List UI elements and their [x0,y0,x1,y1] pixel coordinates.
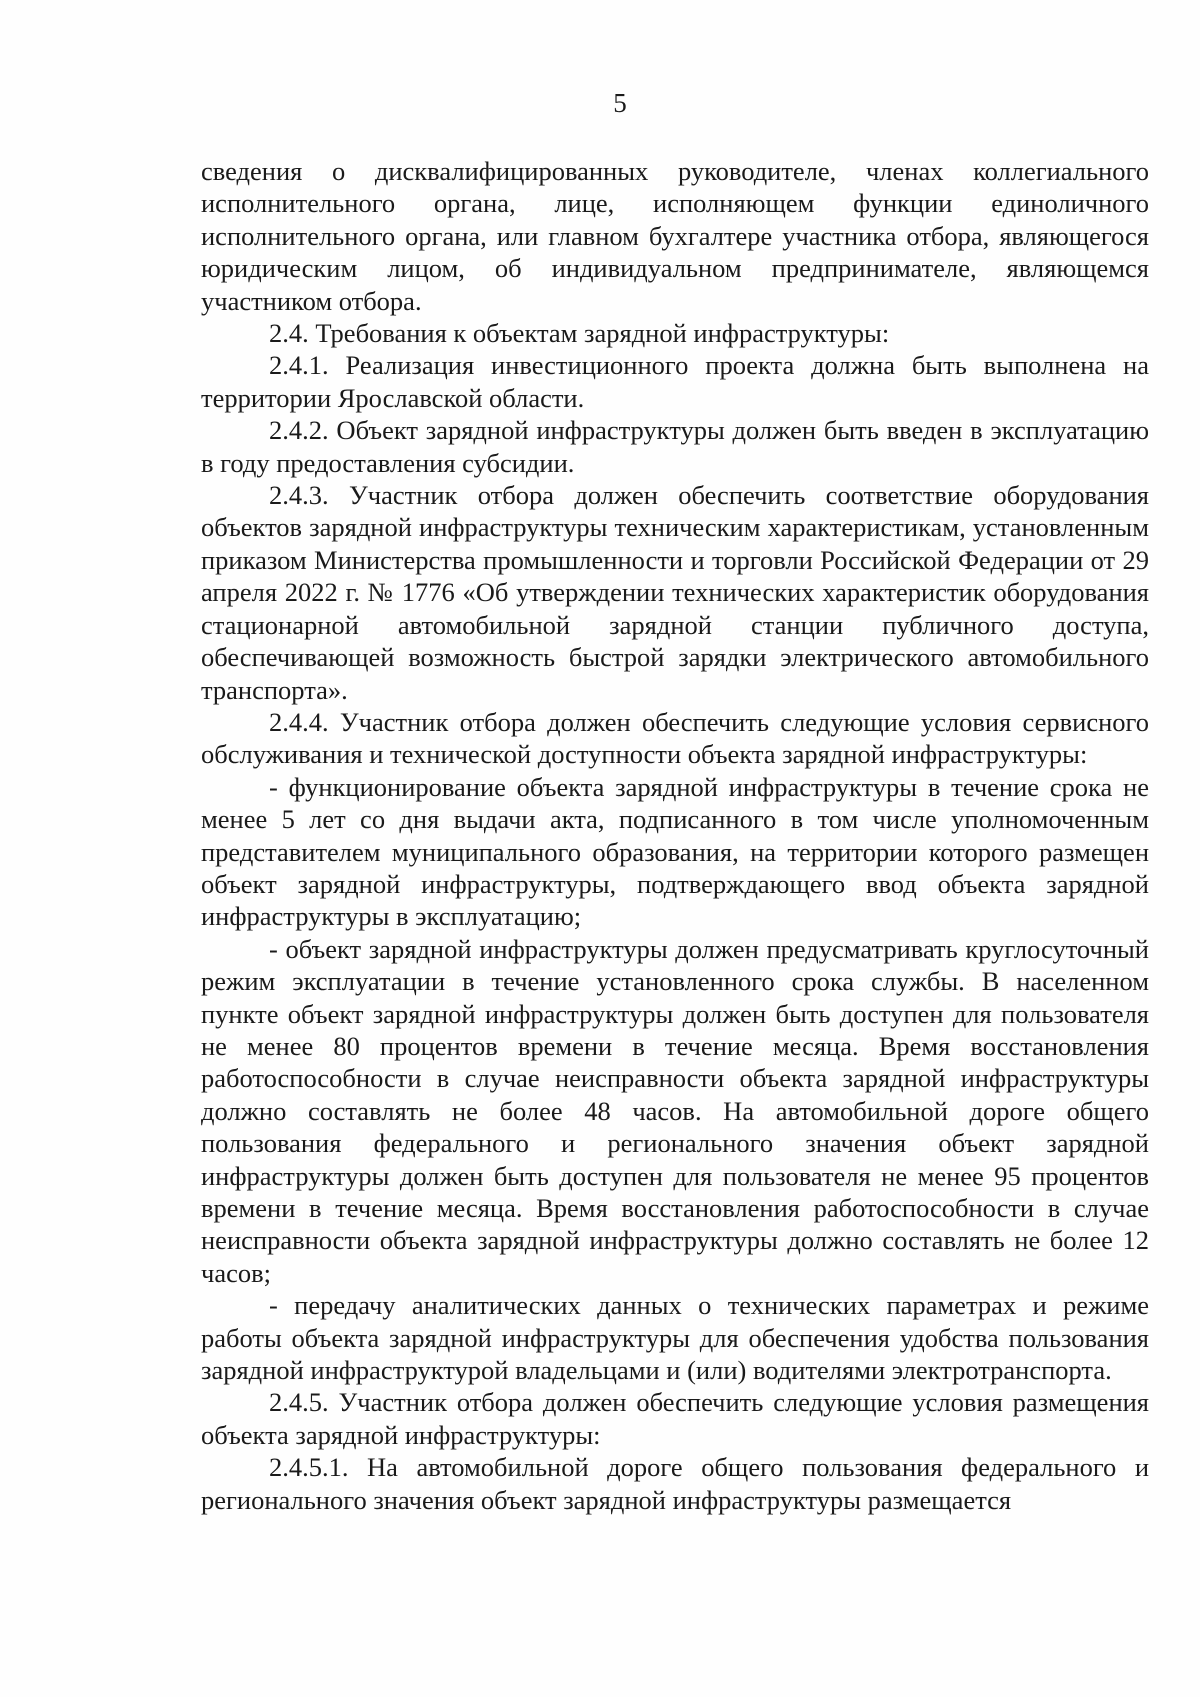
paragraph-2-4-5-1: 2.4.5.1. На автомобильной дороге общего пользования федерального и регионального значения объект зарядной инфраструктуры размещается [201,1452,1149,1515]
list-item-analytics-transfer: - передачу аналитических данных о технических параметрах и режиме работы объекта зарядной инфраструктуры для обеспечения удобства пользования зарядной инфраструктурой владельцами и (или) водителями электротранспорта. [201,1290,1149,1386]
document-body [201,155,1149,1516]
paragraph-2-4-3: 2.4.3. Участник отбора должен обеспечить соответствие оборудования объектов зарядной инфраструктуры техническим характеристикам, установленным приказом Министерства промышленности и торговли Российской Федерации от 29 апреля 2022 г. № 1776 «Об утверждении технических характеристик оборудования стационарной автомобильной зарядной станции публичного доступа, обеспечивающей возможность быстрой зарядки электрического автомобильного транспорта». [201,480,1149,705]
paragraph-2-4-1: 2.4.1. Реализация инвестиционного проекта должна быть выполнена на территории Ярославской области. [201,350,1149,413]
paragraph-2-4-requirements: 2.4. Требования к объектам зарядной инфраструктуры: [269,318,890,349]
page-number: 5 [613,88,627,118]
list-item-functioning: - функционирование объекта зарядной инфраструктуры в течение срока не менее 5 лет со дня выдачи акта, подписанного в том числе уполномоченным представителем муниципального образования, на территории которого размещен объект зарядной инфраструктуры, подтверждающего ввод объекта зарядной инфраструктуры в эксплуатацию; [201,771,1149,932]
paragraph-2-4-2: 2.4.2. Объект зарядной инфраструктуры должен быть введен в эксплуатацию в году предоставления субсидии. [201,415,1149,478]
paragraph-2-4-5: 2.4.5. Участник отбора должен обеспечить следующие условия размещения объекта зарядной инфраструктуры: [201,1387,1149,1450]
list-item-round-the-clock: - объект зарядной инфраструктуры должен предусматривать круглосуточный режим эксплуатации в течение установленного срока службы. В населенном пункте объект зарядной инфраструктуры должен быть доступен для пользователя не менее 80 процентов времени в течение месяца. Время восстановления работоспособности в случае неисправности объекта зарядной инфраструктуры должно составлять не более 48 часов. На автомобильной дороге общего пользования федерального и регионального значения объект зарядной инфраструктуры должен быть доступен для пользователя не менее 95 процентов времени в течение месяца. Время восстановления работоспособности в случае неисправности объекта зарядной инфраструктуры должно составлять не более 12 часов; [201,933,1149,1288]
paragraph-2-4-4: 2.4.4. Участник отбора должен обеспечить следующие условия сервисного обслуживания и технической доступности объекта зарядной инфраструктуры: [201,706,1149,770]
paragraph-disqualified-persons: сведения о дисквалифицированных руководителе, членах коллегиального исполнительного органа, лице, исполняющем функции единоличного исполнительного органа, или главном бухгалтере участника отбора, являющегося юридическим лицом, об индивидуальном предпринимателе, являющемся участником отбора. [201,156,1149,316]
